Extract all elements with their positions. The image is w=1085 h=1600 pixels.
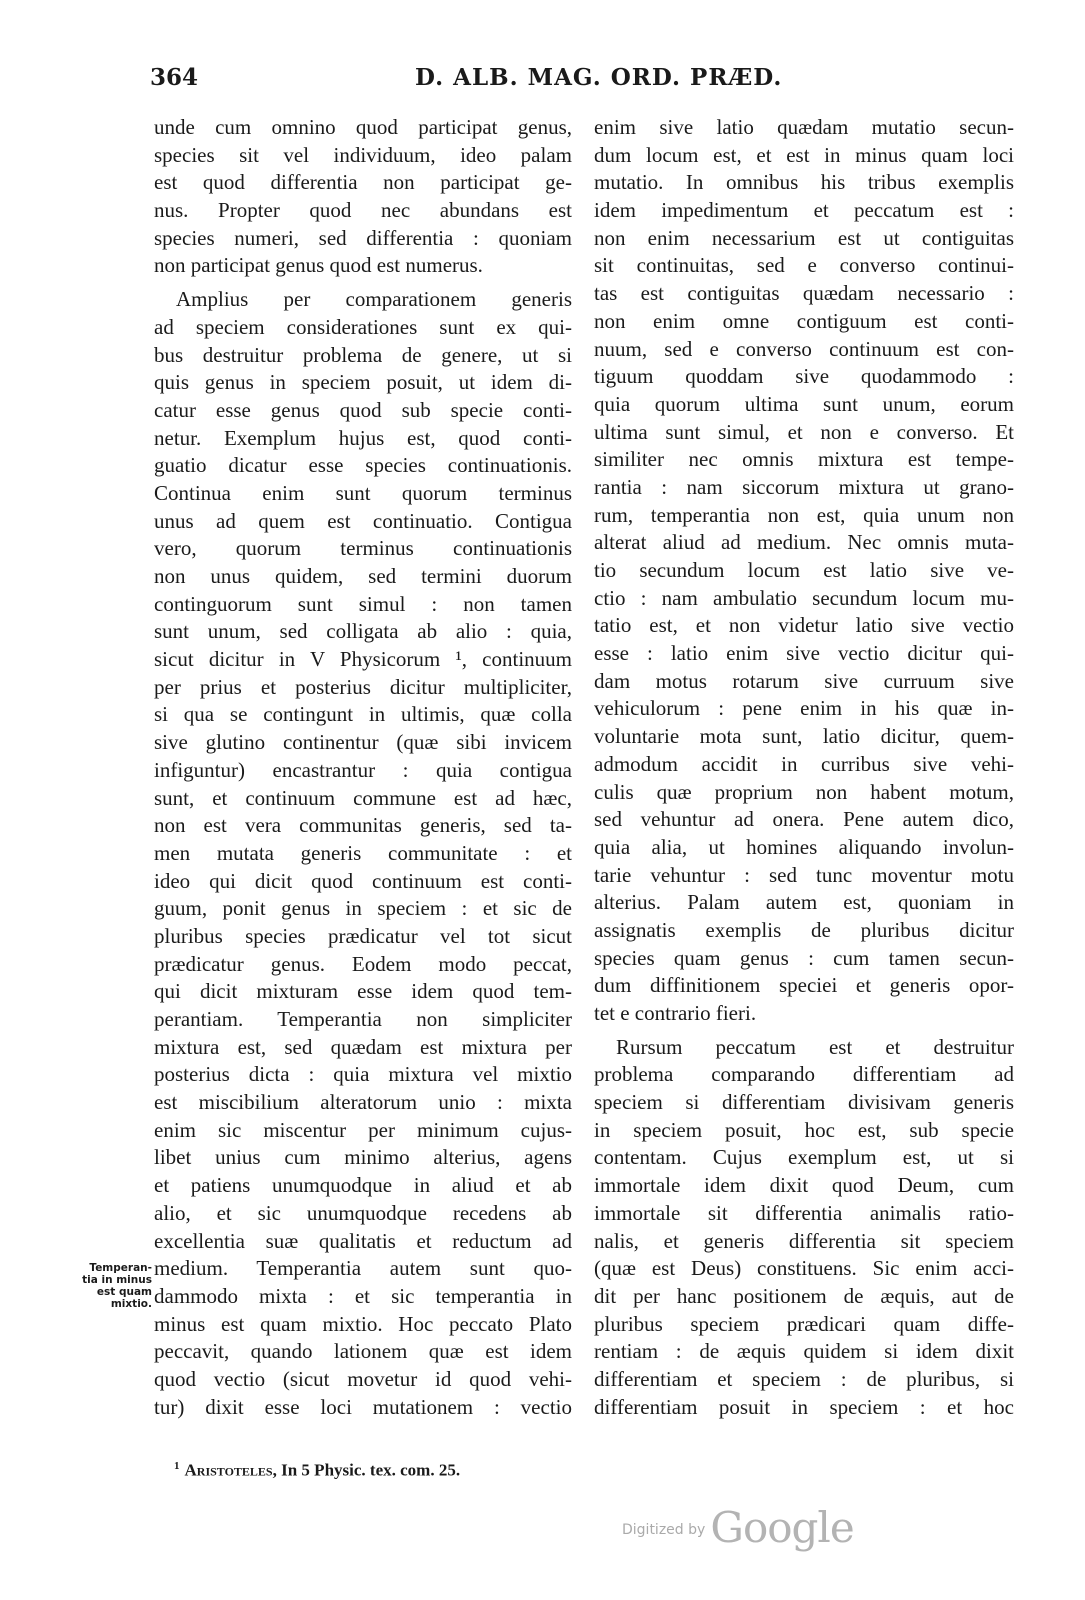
text-line: sunt unum, sed colligata ab alio : quia, [154, 619, 572, 644]
text-line: tas est contiguitas quædam necessario : [594, 281, 1014, 306]
text-line: est miscibilium alteratorum unio : mixta [154, 1090, 572, 1115]
text-line: unde cum omnino quod participat genus, [154, 115, 572, 139]
text-line: sive glutino continentur (quæ sibi invicem [154, 730, 572, 755]
margin-note-line: mixtio. [110, 1298, 152, 1310]
text-line: speciem si differentiam divisivam generis [594, 1090, 1014, 1115]
text-line: problema comparando differentiam ad [594, 1062, 1014, 1087]
text-line: sed vehuntur ad onera. Pene autem dico, [594, 807, 1014, 832]
text-line: men mutata generis communitate : et [154, 840, 572, 865]
margin-note-line: Temperan- [89, 1262, 152, 1274]
text-line: qui dicit mixturam esse idem quod tem- [154, 979, 572, 1004]
text-line: perantiam. Temperantia non simpliciter [154, 1007, 572, 1031]
text-line: vehiculorum : pene enim in his quæ in- [594, 696, 1014, 721]
text-line: tarie vehuntur : sed tunc moventur motu [594, 862, 1014, 887]
text-line: quia quorum ultima sunt unum, eorum [594, 391, 1014, 416]
text-line: minus est quam mixtio. Hoc peccato Plato [154, 1311, 572, 1336]
text-line: nus. Propter quod nec abundans est [154, 198, 572, 223]
footnote-author: Aristoteles [184, 1460, 273, 1480]
margin-note-line: tia in minus [82, 1274, 152, 1286]
text-line: dammodo mixta : et sic temperantia in [154, 1283, 572, 1308]
text-line: pluribus speciem prædicari quam diffe- [594, 1311, 1014, 1336]
text-line: (quæ est Deus) constituens. Sic enim acci- [594, 1256, 1014, 1281]
text-line: esse : latio enim sive vectio dicitur qui- [594, 641, 1014, 666]
text-line: tur) dixit esse loci mutationem : vectio [154, 1394, 572, 1419]
text-line: unus ad quem est continuatio. Contigua [154, 508, 572, 533]
margin-note-line: est quam [96, 1286, 152, 1298]
text-line: excellentia suæ qualitatis et reductum ad [154, 1228, 572, 1253]
text-line: idem impedimentum et peccatum est : [594, 198, 1014, 223]
text-line: si qua se contingunt in ultimis, quæ colla [154, 702, 572, 727]
text-line: catur esse genus quod sub specie conti- [154, 397, 572, 422]
text-line: guatio dicatur esse species continuationis. [154, 453, 572, 478]
text-line: bus destruitur problema de genere, ut si [154, 342, 572, 367]
text-line: Rursum peccatum est et destruitur [616, 1034, 1014, 1059]
watermark-prefix: Digitized by [622, 1522, 706, 1538]
text-line: species sit vel individuum, ideo palam [154, 142, 572, 167]
text-line: in speciem posuit, hoc est, sub specie [594, 1117, 1014, 1142]
text-line: pluribus species prædicatur vel tot sicut [154, 923, 572, 948]
text-line: tatio est, et non videtur latio sive vectio [594, 613, 1014, 638]
text-line: quia alia, ut homines aliquando involun- [594, 834, 1014, 859]
text-line: voluntarie mota sunt, latio dicitur, quem- [594, 724, 1014, 749]
text-line: contentam. Cujus exemplum est, ut si [594, 1145, 1014, 1170]
google-logo: Google [710, 1503, 854, 1552]
text-line: ultima sunt simul, et non e converso. Et [594, 419, 1014, 444]
text-line: non enim necessarium est ut contiguitas [594, 225, 1014, 250]
text-line: dam motus rotarum sive curruum sive [594, 668, 1014, 693]
text-line: assignatis exemplis de pluribus dicitur [594, 917, 1014, 942]
text-line: Amplius per comparationem generis [176, 287, 572, 312]
text-line: sit continuitas, sed e converso continui- [594, 253, 1014, 278]
text-line: similiter nec omnis mixtura est tempe- [594, 447, 1014, 472]
digitized-by-google-watermark [622, 1503, 854, 1552]
text-line: species numeri, sed differentia : quoniam [154, 225, 572, 250]
text-line: alterius. Palam autem est, quoniam in [594, 890, 1014, 915]
text-line: per prius et posterius dicitur multipliciter, [154, 674, 572, 699]
right-column [594, 114, 1014, 1421]
text-line: rum, temperantia non est, quia unum non [594, 502, 1014, 527]
text-line: continguorum sunt simul : non tamen [154, 591, 572, 616]
text-line: admodum accidit in curribus sive vehi- [594, 751, 1014, 776]
footnote-text: , In 5 Physic. tex. com. 25. [272, 1460, 461, 1480]
text-line: alterat aliud ad medium. Nec omnis muta- [594, 530, 1014, 555]
text-line: posterius dicta : quia mixtura vel mixtio [154, 1062, 572, 1087]
text-line: quis genus in speciem posuit, ut idem di- [154, 370, 572, 395]
text-line: non enim omne contiguum est conti- [594, 308, 1014, 333]
text-line: quod vectio (sicut movetur id quod vehi- [154, 1366, 572, 1391]
text-line: dum locum est, et est in minus quam loci [594, 142, 1014, 167]
footnote-marker: 1 [174, 1460, 180, 1472]
text-line: culis quæ proprium non habent motum, [594, 779, 1014, 804]
margin-note [60, 1262, 152, 1310]
text-line: nalis, et generis differentia sit speciem [594, 1228, 1014, 1253]
text-line: netur. Exemplum hujus est, quod conti- [154, 425, 572, 450]
text-line: nuum, sed e converso continuum est con- [594, 336, 1014, 361]
text-line: rantia : nam siccorum mixtura ut grano- [594, 474, 1014, 499]
text-line: mixtura est, sed quædam est mixtura per [154, 1034, 572, 1059]
text-line: non est vera communitas generis, sed ta- [154, 813, 572, 838]
text-line: peccavit, quando lationem quæ est idem [154, 1339, 572, 1364]
text-line: Continua enim sunt quorum terminus [154, 480, 572, 505]
text-line: et patiens unumquodque in aliud et ab [154, 1173, 572, 1198]
text-line: rentiam : de æquis quidem si idem dixit [594, 1339, 1014, 1364]
text-line: vero, quorum terminus continuationis [154, 536, 572, 561]
text-line: sicut dicitur in V Physicorum ¹, continuum [154, 647, 572, 672]
text-line: infiguntur) encastrantur : quia contigua [154, 757, 572, 782]
text-line: prædicatur genus. Eodem modo peccat, [154, 951, 572, 976]
text-line: differentiam et speciem : de pluribus, si [594, 1366, 1014, 1391]
text-line: ctio : nam ambulatio secundum locum mu- [594, 585, 1014, 610]
left-column [154, 114, 572, 1421]
text-line: enim sic miscentur per minimum cujus- [154, 1117, 572, 1142]
text-line: ad speciem considerationes sunt ex qui- [154, 314, 572, 339]
text-line: non unus quidem, sed termini duorum [154, 564, 572, 588]
text-line: libet unius cum minimo alterius, agens [154, 1145, 572, 1170]
text-line: guum, ponit genus in speciem : et sic de [154, 896, 572, 921]
page-number: 364 [150, 64, 199, 91]
page-header [150, 64, 990, 104]
text-line: alio, et sic unumquodque recedens ab [154, 1200, 572, 1225]
footnote [174, 1460, 460, 1481]
text-line: tiguum quoddam sive quodammodo : [594, 364, 1014, 389]
text-line: dum diffinitionem speciei et generis opor- [594, 973, 1014, 998]
text-line: enim sive latio quædam mutatio secun- [594, 115, 1014, 139]
text-line: ideo qui dicit quod continuum est conti- [154, 868, 572, 893]
text-line: medium. Temperantia autem sunt quo- [154, 1256, 572, 1281]
text-line: est quod differentia non participat ge- [154, 170, 572, 195]
text-line: tio secundum locum est latio sive ve- [594, 558, 1014, 582]
text-line: differentiam posuit in speciem : et hoc [594, 1394, 1014, 1419]
text-line: dit per hanc positionem de æquis, aut de [594, 1283, 1014, 1308]
text-line: non participat genus quod est numerus. [154, 253, 483, 278]
text-line: immortale sit differentia animalis ratio- [594, 1200, 1014, 1225]
text-line: tet e contrario fieri. [594, 1001, 757, 1025]
text-line: mutatio. In omnibus his tribus exemplis [594, 170, 1014, 195]
running-title: D. ALB. MAG. ORD. PRÆD. [415, 64, 783, 91]
text-line: sunt, et continuum commune est ad hæc, [154, 785, 572, 810]
text-line: immortale idem dixit quod Deum, cum [594, 1173, 1014, 1198]
text-line: species quam genus : cum tamen secun- [594, 945, 1014, 970]
